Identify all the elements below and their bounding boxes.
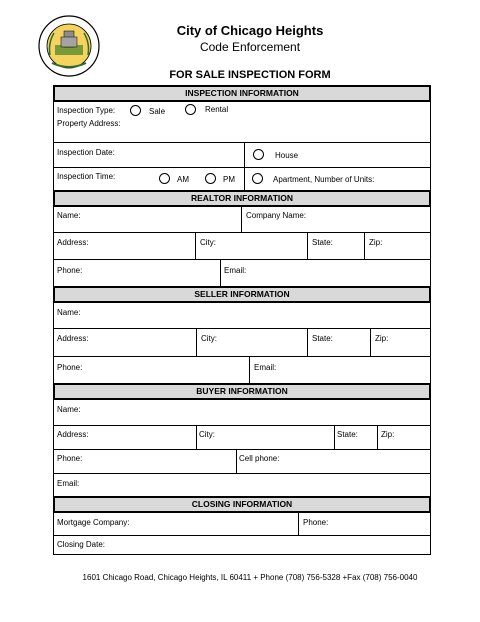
am-radio[interactable] bbox=[159, 173, 170, 184]
form-title: FOR SALE INSPECTION FORM bbox=[169, 69, 331, 81]
apartment-option-label: Apartment, Number of Units: bbox=[273, 175, 375, 184]
realtor-name-label: Name: bbox=[57, 211, 81, 220]
seller-address-label: Address: bbox=[57, 334, 89, 343]
realtor-city-label: City: bbox=[200, 238, 216, 247]
seller-zip-label: Zip: bbox=[375, 334, 389, 343]
sale-option-label: Sale bbox=[149, 107, 166, 116]
am-option-label: AM bbox=[177, 175, 189, 184]
buyer-email-label: Email: bbox=[57, 479, 80, 488]
city-seal-logo bbox=[38, 15, 100, 77]
closing-date-label: Closing Date: bbox=[57, 540, 106, 549]
seller-state-label: State: bbox=[312, 334, 333, 343]
page-subtitle: Code Enforcement bbox=[199, 40, 301, 54]
sale-radio[interactable] bbox=[130, 105, 141, 116]
section-header-realtor: REALTOR INFORMATION bbox=[53, 190, 431, 207]
seller-email-label: Email: bbox=[254, 363, 277, 372]
page-title: City of Chicago Heights bbox=[176, 23, 324, 38]
property-address-label: Property Address: bbox=[57, 119, 121, 128]
inspection-type-label: Inspection Type: bbox=[57, 106, 116, 115]
buyer-phone-label: Phone: bbox=[57, 454, 83, 463]
pm-option-label: PM bbox=[223, 175, 235, 184]
apartment-radio[interactable] bbox=[252, 173, 263, 184]
mortgage-company-label: Mortgage Company: bbox=[57, 518, 130, 527]
buyer-name-label: Name: bbox=[57, 405, 81, 414]
inspection-time-label: Inspection Time: bbox=[57, 172, 116, 181]
house-radio[interactable] bbox=[253, 149, 264, 160]
realtor-address-label: Address: bbox=[57, 238, 89, 247]
seller-name-label: Name: bbox=[57, 308, 81, 317]
realtor-phone-label: Phone: bbox=[57, 266, 83, 275]
realtor-zip-label: Zip: bbox=[369, 238, 383, 247]
section-header-inspection: INSPECTION INFORMATION bbox=[53, 85, 431, 102]
inspection-date-label: Inspection Date: bbox=[57, 148, 115, 157]
realtor-company-label: Company Name: bbox=[246, 211, 307, 220]
section-header-seller: SELLER INFORMATION bbox=[53, 286, 431, 303]
pm-radio[interactable] bbox=[205, 173, 216, 184]
rental-radio[interactable] bbox=[185, 104, 196, 115]
seller-phone-label: Phone: bbox=[57, 363, 83, 372]
buyer-cell-label: Cell phone: bbox=[239, 454, 280, 463]
buyer-zip-label: Zip: bbox=[381, 430, 395, 439]
closing-phone-label: Phone: bbox=[303, 518, 329, 527]
section-header-closing: CLOSING INFORMATION bbox=[53, 496, 431, 513]
footer-contact: 1601 Chicago Road, Chicago Heights, IL 60411 + Phone (708) 756-5328 +Fax (708) 756-0040 bbox=[82, 573, 418, 582]
house-option-label: House bbox=[275, 151, 299, 160]
buyer-address-label: Address: bbox=[57, 430, 89, 439]
rental-option-label: Rental bbox=[205, 105, 229, 114]
realtor-state-label: State: bbox=[312, 238, 333, 247]
section-header-buyer: BUYER INFORMATION bbox=[53, 383, 431, 400]
buyer-city-label: City: bbox=[199, 430, 215, 439]
realtor-email-label: Email: bbox=[224, 266, 247, 275]
buyer-state-label: State: bbox=[337, 430, 358, 439]
seller-city-label: City: bbox=[201, 334, 217, 343]
